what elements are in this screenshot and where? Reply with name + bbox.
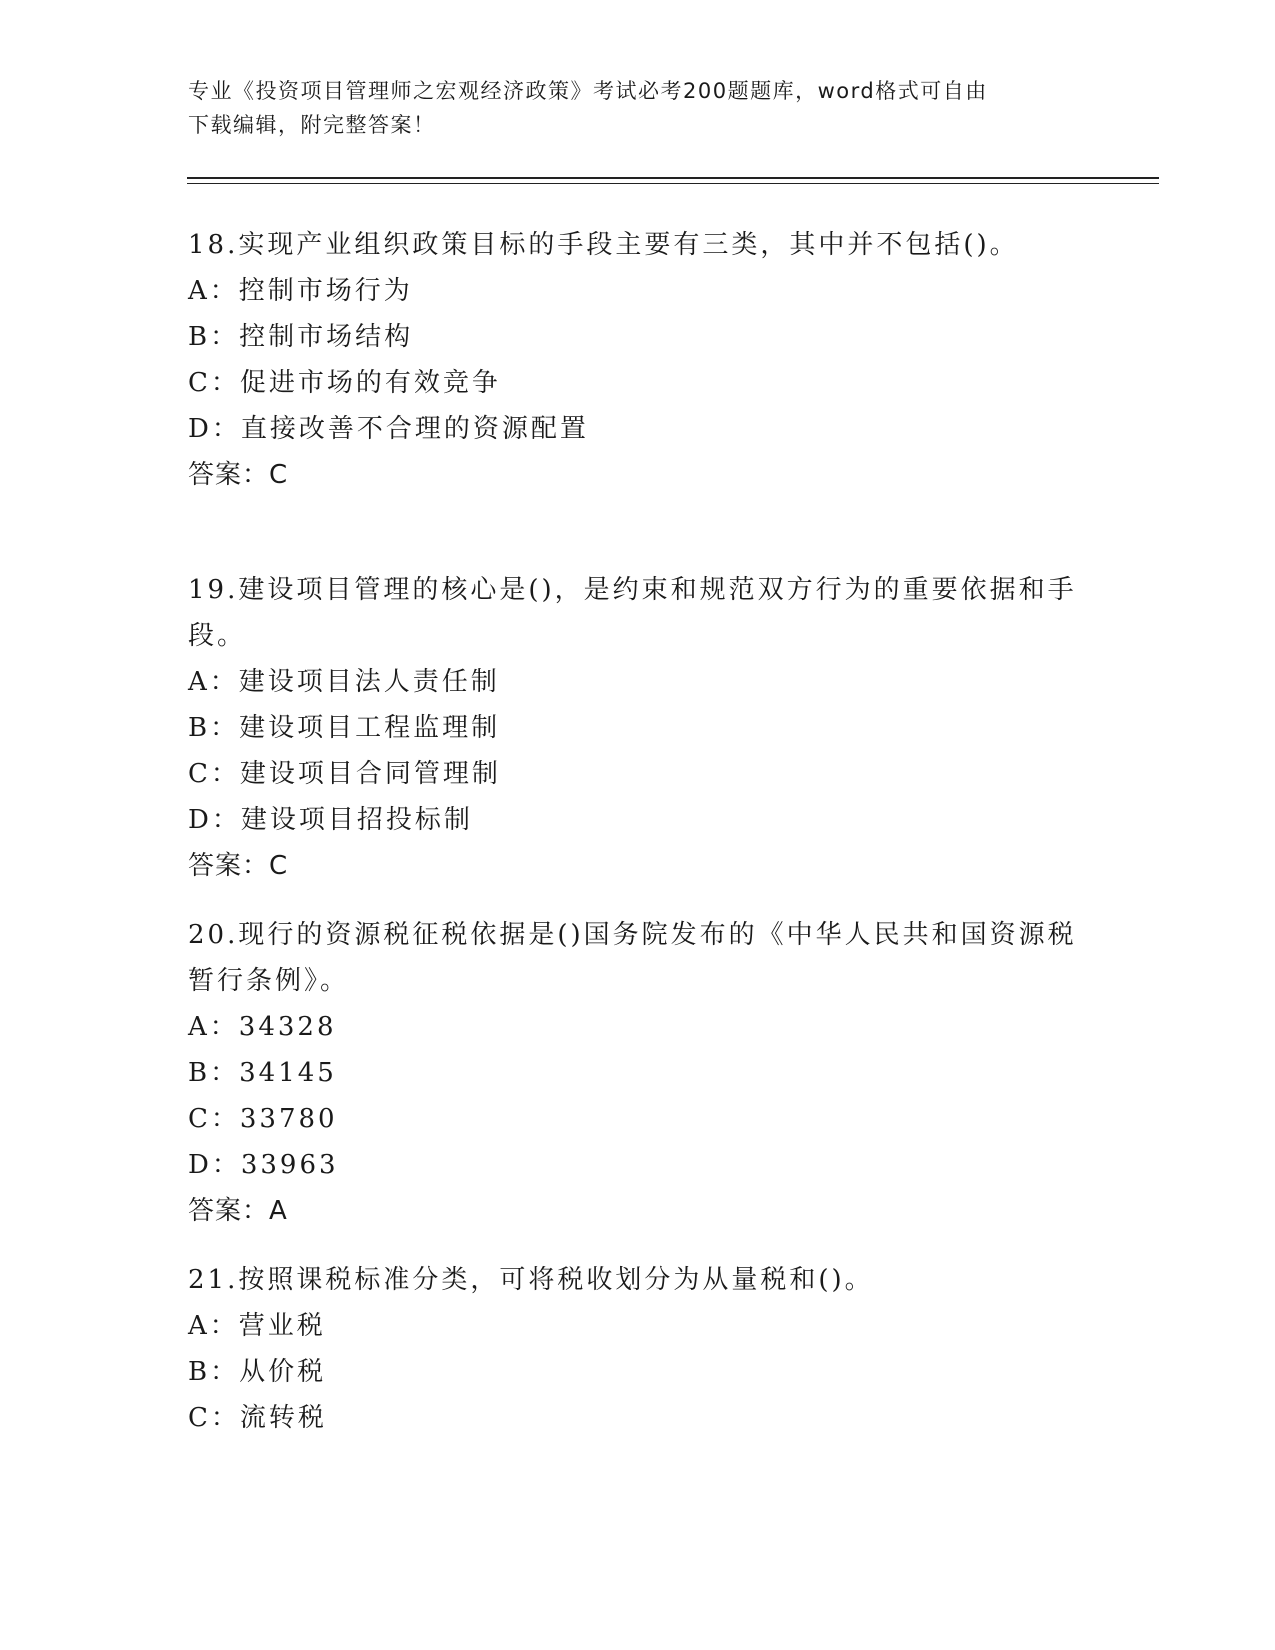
question-stem: 18.实现产业组织政策目标的手段主要有三类，其中并不包括()。	[188, 230, 1019, 260]
question-stem: 21.按照课税标准分类，可将税收划分为从量税和()。	[188, 1265, 874, 1295]
option-a: A：控制市场行为	[188, 276, 413, 306]
header-line-2: 下载编辑，附完整答案！	[188, 113, 436, 137]
option-a: A：建设项目法人责任制	[188, 667, 500, 697]
answer: 答案：A	[188, 1196, 288, 1226]
option-c: C：促进市场的有效竞争	[188, 368, 501, 398]
option-c: C：33780	[188, 1104, 338, 1134]
header-line-1: 专业《投资项目管理师之宏观经济政策》考试必考200题题库，word格式可自由	[188, 79, 988, 103]
question-stem: 20.现行的资源税征税依据是()国务院发布的《中华人民共和国资源税暂行条例》。	[188, 920, 1077, 996]
answer: 答案：C	[188, 851, 289, 881]
option-b: B：从价税	[188, 1357, 327, 1387]
question-20	[188, 912, 1088, 1234]
document-header	[188, 74, 1068, 142]
option-c: C：流转税	[188, 1403, 327, 1433]
option-d: D：建设项目招投标制	[188, 805, 473, 835]
option-a: A：34328	[188, 1012, 337, 1042]
option-d: D：33963	[188, 1150, 339, 1180]
option-b: B：34145	[188, 1058, 337, 1088]
question-21	[188, 1257, 1088, 1441]
question-18	[188, 222, 1088, 498]
option-c: C：建设项目合同管理制	[188, 759, 501, 789]
option-b: B：控制市场结构	[188, 322, 414, 352]
question-stem: 19.建设项目管理的核心是()，是约束和规范双方行为的重要依据和手段。	[188, 575, 1077, 651]
header-divider-thin	[187, 183, 1159, 184]
option-b: B：建设项目工程监理制	[188, 713, 501, 743]
answer: 答案：C	[188, 460, 289, 490]
question-19	[188, 567, 1088, 889]
option-a: A：营业税	[188, 1311, 326, 1341]
header-divider-thick	[187, 177, 1159, 179]
option-d: D：直接改善不合理的资源配置	[188, 414, 589, 444]
